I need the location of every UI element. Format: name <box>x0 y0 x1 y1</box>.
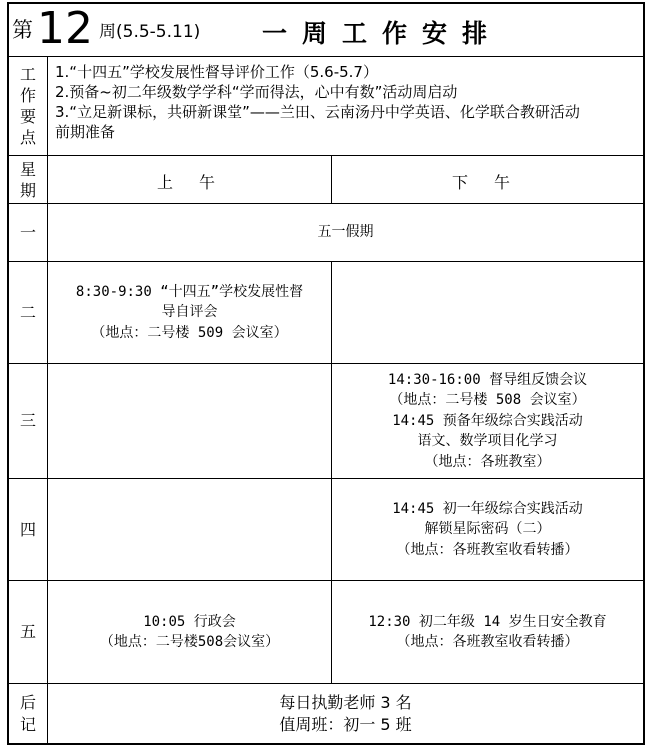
label-char: 点 <box>19 128 36 147</box>
thursday-morning-cell <box>48 479 331 580</box>
label-char: 要 <box>19 107 36 126</box>
event-line: 导自评会 <box>161 304 218 321</box>
key-point: 1.“十四五”学校发展性督导评价工作（5.6-5.7） <box>55 63 378 81</box>
event-line: 14:45 预备年级综合实践活动 <box>392 412 583 429</box>
label-char: 期 <box>19 180 36 200</box>
week-prefix: 第 <box>12 18 33 42</box>
postscript-line: 值周班：初一 5 班 <box>279 714 412 734</box>
event-line: 12:30 初二年级 14 岁生日安全教育 <box>368 613 607 630</box>
label-char: 工 <box>19 65 36 84</box>
event-line: 10:05 行政会 <box>143 613 236 630</box>
label-char: 记 <box>19 714 36 734</box>
thursday-afternoon-cell <box>332 479 643 580</box>
wednesday-morning-cell <box>48 364 331 478</box>
event-line: （地点：各班教室收看转播） <box>396 541 579 558</box>
wednesday-afternoon-cell <box>332 364 643 478</box>
morning-column-header: 上午 <box>157 173 242 192</box>
event-line: 解锁星际密码（二） <box>424 521 551 538</box>
key-point: 前期准备 <box>55 123 116 141</box>
label-char: 作 <box>19 86 36 105</box>
row-divider <box>7 155 645 156</box>
friday-afternoon-cell <box>332 581 643 683</box>
key-point: 2.预备~初二年级数学学科“学而得法，心中有数”活动周启动 <box>55 83 458 101</box>
day-label-tuesday: 二 <box>19 302 36 322</box>
holiday-text: 五一假期 <box>317 224 374 241</box>
week-date-range: 周(5.5-5.11) <box>99 21 201 42</box>
week-number: 12 <box>37 3 93 54</box>
border-right <box>643 2 645 745</box>
day-label-wednesday: 三 <box>19 411 36 430</box>
label-char: 星 <box>19 159 36 179</box>
day-label-friday: 五 <box>19 622 36 641</box>
border-bottom <box>7 743 645 745</box>
postscript-label <box>9 684 47 743</box>
key-point: 3.“立足新课标，共研新课堂”——兰田、云南汤丹中学英语、化学联合教研活动 <box>55 103 580 121</box>
row-divider <box>7 56 645 57</box>
label-char: 后 <box>19 692 36 712</box>
tuesday-afternoon-cell <box>332 262 643 363</box>
event-line: （地点：二号楼508会议室） <box>99 634 280 650</box>
event-line: 14:45 初一年级综合实践活动 <box>392 500 583 517</box>
event-line: （地点：各班教室收看转播） <box>396 634 579 650</box>
key-points-list <box>55 62 580 142</box>
key-points-label <box>9 57 47 155</box>
event-line: 语文、数学项目化学习 <box>417 433 558 450</box>
weekday-column-label <box>9 156 47 203</box>
afternoon-column-header: 下午 <box>452 173 537 192</box>
day-label-thursday: 四 <box>19 519 36 539</box>
day-label-monday: 一 <box>19 222 36 242</box>
event-line: （地点：二号楼 509 会议室） <box>91 324 288 341</box>
friday-morning-cell <box>48 581 331 683</box>
monday-full-day <box>48 204 643 261</box>
event-line: 14:30-16:00 督导组反馈会议 <box>387 371 588 388</box>
am-pm-divider <box>331 155 332 203</box>
page-title: 一周工作安排 <box>262 19 503 48</box>
week-indicator <box>12 2 200 56</box>
event-line: （地点：二号楼 508 会议室） <box>389 392 586 409</box>
event-line: （地点：各班教室） <box>424 453 551 470</box>
tuesday-morning-cell <box>48 262 331 363</box>
event-line: 8:30-9:30 “十四五”学校发展性督 <box>75 283 304 300</box>
postscript-line: 每日执勤老师 3 名 <box>279 692 412 712</box>
postscript-notes <box>48 684 643 743</box>
